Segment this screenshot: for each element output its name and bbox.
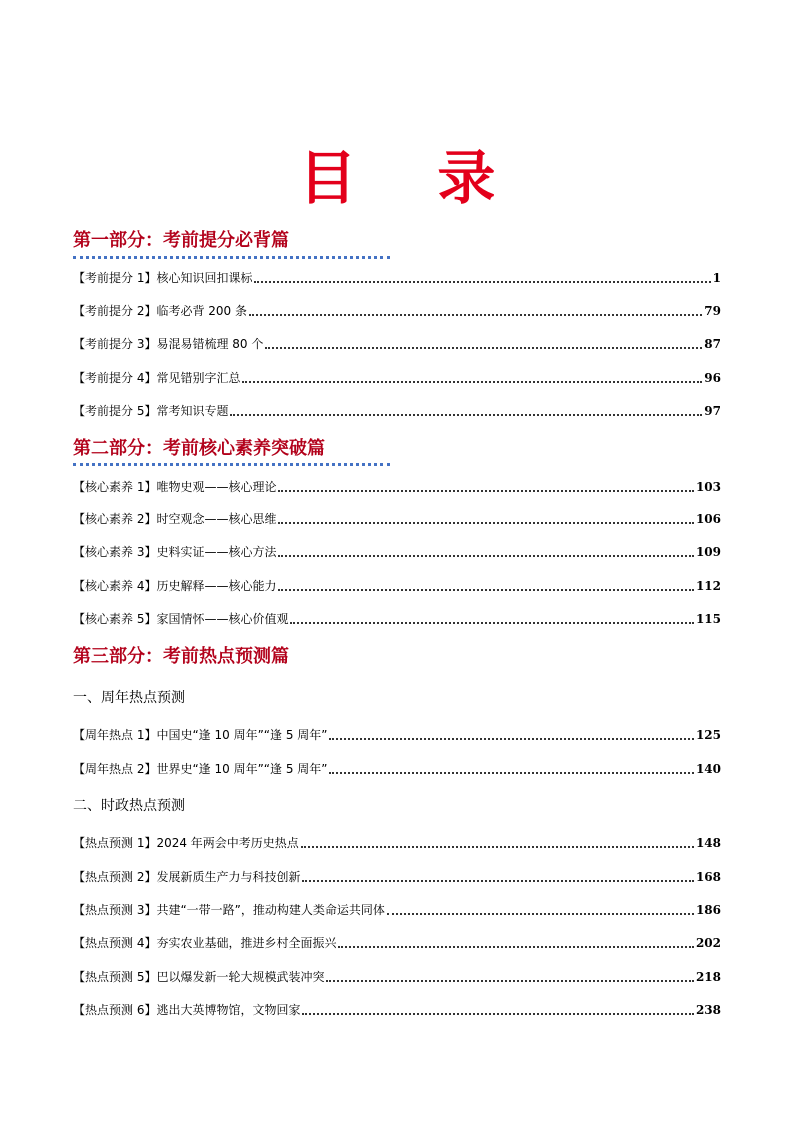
toc-entry[interactable] [73,509,721,527]
toc-entry-label: 【热点预测 4】夯实农业基础，推进乡村全面振兴 [73,936,337,950]
toc-entry[interactable] [73,900,721,918]
section-heading-part-2[interactable]: 第二部分：考前核心素养突破篇 [73,438,325,459]
toc-entry[interactable] [73,759,721,777]
toc-entry-label: 【热点预测 5】巴以爆发新一轮大规模武装冲突 [73,970,325,984]
toc-entry-label: 【热点预测 3】共建“一带一路”，推动构建人类命运共同体 [73,903,385,917]
toc-entry-label: 【核心素养 1】唯物史观——核心理论 [73,480,277,494]
toc-entry[interactable] [73,576,721,594]
toc-page-number: 1 [712,271,721,285]
dot-leader [278,490,693,492]
toc-entry[interactable] [73,334,721,352]
dot-leader [230,414,702,416]
toc-entry[interactable] [73,933,721,951]
toc-entry[interactable] [73,867,721,885]
toc-entry-label: 【核心素养 4】历史解释——核心能力 [73,579,277,593]
toc-entry[interactable] [73,725,721,743]
subheading-anniversary: 一、周年热点预测 [73,690,185,706]
dot-leader [278,589,693,591]
dot-leader [302,1013,693,1015]
toc-page-number: 112 [695,579,721,593]
toc-entry[interactable] [73,833,721,851]
toc-entry-label: 【周年热点 1】中国史“逢 10 周年”“逢 5 周年” [73,728,328,742]
toc-page-number: 109 [695,545,721,559]
toc-entry[interactable] [73,301,721,319]
dot-leader [290,622,693,624]
toc-page-number: 202 [695,936,721,950]
toc-entry-label: 【周年热点 2】世界史“逢 10 周年”“逢 5 周年” [73,762,328,776]
toc-page-number: 125 [695,728,721,742]
toc-page-number: 115 [695,612,721,626]
toc-page-number: 103 [695,480,721,494]
toc-entry-label: 【核心素养 3】史料实证——核心方法 [73,545,277,559]
dot-leader [326,980,693,982]
dot-leader [254,281,710,283]
section-heading-part-3[interactable]: 第三部分：考前热点预测篇 [73,646,289,667]
toc-entry-label: 【热点预测 1】2024 年两会中考历史热点 [73,836,299,850]
toc-entry-label: 【核心素养 5】家国情怀——核心价值观 [73,612,289,626]
toc-page-number: 79 [704,304,721,318]
toc-entry-label: 【考前提分 1】核心知识回扣课标 [73,271,253,285]
toc-page-number: 140 [695,762,721,776]
toc-entry[interactable] [73,368,721,386]
dot-leader [242,381,702,383]
toc-entry-label: 【考前提分 2】临考必背 200 条 [73,304,247,318]
toc-entry[interactable] [73,401,721,419]
toc-page-number: 96 [704,371,721,385]
toc-entry[interactable] [73,609,721,627]
toc-entry-label: 【考前提分 5】常考知识专题 [73,404,229,418]
toc-entry-label: 【考前提分 4】常见错别字汇总 [73,371,241,385]
toc-page-number: 106 [695,512,721,526]
toc-page-number: 238 [695,1003,721,1017]
dot-leader [249,314,702,316]
heading-underline [73,463,390,466]
dot-leader [387,913,694,915]
dot-leader [302,880,693,882]
toc-entry-label: 【考前提分 3】易混易错梳理 80 个 [73,337,264,351]
toc-entry-label: 【热点预测 6】逃出大英博物馆，文物回家 [73,1003,301,1017]
dot-leader [338,946,693,948]
toc-page-number: 148 [695,836,721,850]
heading-underline [73,256,390,259]
toc-page-number: 97 [704,404,721,418]
dot-leader [329,738,693,740]
dot-leader [278,522,693,524]
toc-entry-label: 【热点预测 2】发展新质生产力与科技创新 [73,870,301,884]
toc-page-number: 218 [695,970,721,984]
dot-leader [265,347,702,349]
toc-entry[interactable] [73,477,721,495]
toc-entry[interactable] [73,268,721,286]
dot-leader [301,846,694,848]
subheading-current-affairs: 二、时政热点预测 [73,798,185,814]
section-heading-part-1[interactable]: 第一部分：考前提分必背篇 [73,230,289,251]
toc-entry-label: 【核心素养 2】时空观念——核心思维 [73,512,277,526]
toc-page-number: 168 [695,870,721,884]
dot-leader [278,555,693,557]
page-title: 目 录 [298,144,496,212]
dot-leader [329,772,693,774]
toc-page-number: 186 [695,903,721,917]
toc-entry[interactable] [73,967,721,985]
toc-page-number: 87 [704,337,721,351]
toc-entry[interactable] [73,542,721,560]
toc-entry[interactable] [73,1000,721,1018]
